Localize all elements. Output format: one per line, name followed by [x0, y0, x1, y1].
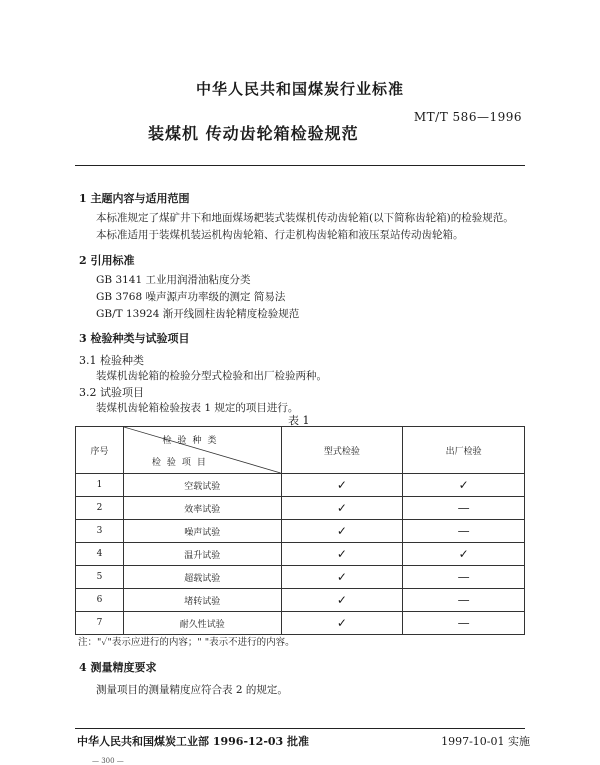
page-number: — 300 — [92, 757, 124, 765]
section-3-2-para: 装煤机齿轮箱检验按表 1 规定的项目进行。 [96, 402, 299, 414]
table-row [76, 612, 525, 635]
row-seq: 4 [76, 543, 124, 566]
row-type-mark: ✓ [281, 589, 403, 612]
row-item: 效率试验 [123, 497, 281, 520]
row-type-mark: ✓ [281, 543, 403, 566]
section-3-2-heading: 3.2 试验项目 [79, 386, 144, 399]
top-rule [75, 165, 525, 166]
row-type-mark: ✓ [281, 520, 403, 543]
section-1-para-2: 本标准适用于装煤机装运机构齿轮箱、行走机构齿轮箱和液压泵站传动齿轮箱。 [96, 229, 464, 241]
section-1-heading: 1 主题内容与适用范围 [79, 192, 190, 205]
effective-date: 1997-10-01 实施 [441, 735, 530, 748]
row-factory-mark: — [403, 566, 525, 589]
row-seq: 2 [76, 497, 124, 520]
row-factory-mark: — [403, 520, 525, 543]
bottom-rule [75, 728, 525, 729]
table-row [76, 520, 525, 543]
row-type-mark: ✓ [281, 497, 403, 520]
reference-item: GB 3768 噪声源声功率级的测定 简易法 [96, 291, 286, 303]
section-4-heading: 4 测量精度要求 [79, 661, 157, 674]
table-header-row [76, 427, 525, 474]
section-3-heading: 3 检验种类与试验项目 [79, 332, 190, 345]
section-1-para-1: 本标准规定了煤矿井下和地面煤场耙装式装煤机传动齿轮箱(以下简称齿轮箱)的检验规范。 [96, 212, 514, 224]
row-item: 超载试验 [123, 566, 281, 589]
header-seq: 序号 [76, 427, 124, 474]
row-item: 温升试验 [123, 543, 281, 566]
table-row [76, 566, 525, 589]
row-seq: 5 [76, 566, 124, 589]
row-seq: 7 [76, 612, 124, 635]
table-1 [75, 426, 525, 635]
row-factory-mark: ✓ [403, 474, 525, 497]
reference-item: GB/T 13924 渐开线圆柱齿轮精度检验规范 [96, 308, 300, 320]
org-title: 中华人民共和国煤炭行业标准 [195, 80, 404, 98]
table-row [76, 474, 525, 497]
table-row [76, 589, 525, 612]
row-item: 空载试验 [123, 474, 281, 497]
header-inspection-type: 检验种类 [162, 436, 223, 446]
header-diagonal-cell [123, 427, 281, 474]
row-type-mark: ✓ [281, 612, 403, 635]
row-type-mark: ✓ [281, 566, 403, 589]
row-item: 噪声试验 [123, 520, 281, 543]
row-item: 堵转试验 [123, 589, 281, 612]
section-2-heading: 2 引用标准 [79, 254, 135, 267]
document-title: 装煤机 传动齿轮箱检验规范 [148, 124, 359, 143]
header-factory-test: 出厂检验 [403, 427, 525, 474]
reference-item: GB 3141 工业用润滑油粘度分类 [96, 274, 251, 286]
standard-code: MT/T 586—1996 [413, 110, 522, 124]
row-type-mark: ✓ [281, 474, 403, 497]
row-seq: 6 [76, 589, 124, 612]
row-item: 耐久性试验 [123, 612, 281, 635]
section-3-1-para: 装煤机齿轮箱的检验分型式检验和出厂检验两种。 [96, 370, 327, 382]
row-factory-mark: — [403, 497, 525, 520]
header-inspection-item: 检验项目 [151, 458, 212, 468]
approval-line: 中华人民共和国煤炭工业部 1996-12-03 批准 [77, 735, 310, 748]
row-factory-mark: — [403, 589, 525, 612]
table-row [76, 497, 525, 520]
row-factory-mark: — [403, 612, 525, 635]
section-4-para: 测量项目的测量精度应符合表 2 的规定。 [96, 684, 288, 696]
row-seq: 1 [76, 474, 124, 497]
section-3-1-heading: 3.1 检验种类 [79, 354, 144, 367]
row-seq: 3 [76, 520, 124, 543]
row-factory-mark: ✓ [403, 543, 525, 566]
header-type-test: 型式检验 [281, 427, 403, 474]
table-1-note: 注："✓"表示应进行的内容；" "表示不进行的内容。 [78, 637, 295, 648]
table-row [76, 543, 525, 566]
table-1-caption: 表 1 [288, 414, 310, 427]
